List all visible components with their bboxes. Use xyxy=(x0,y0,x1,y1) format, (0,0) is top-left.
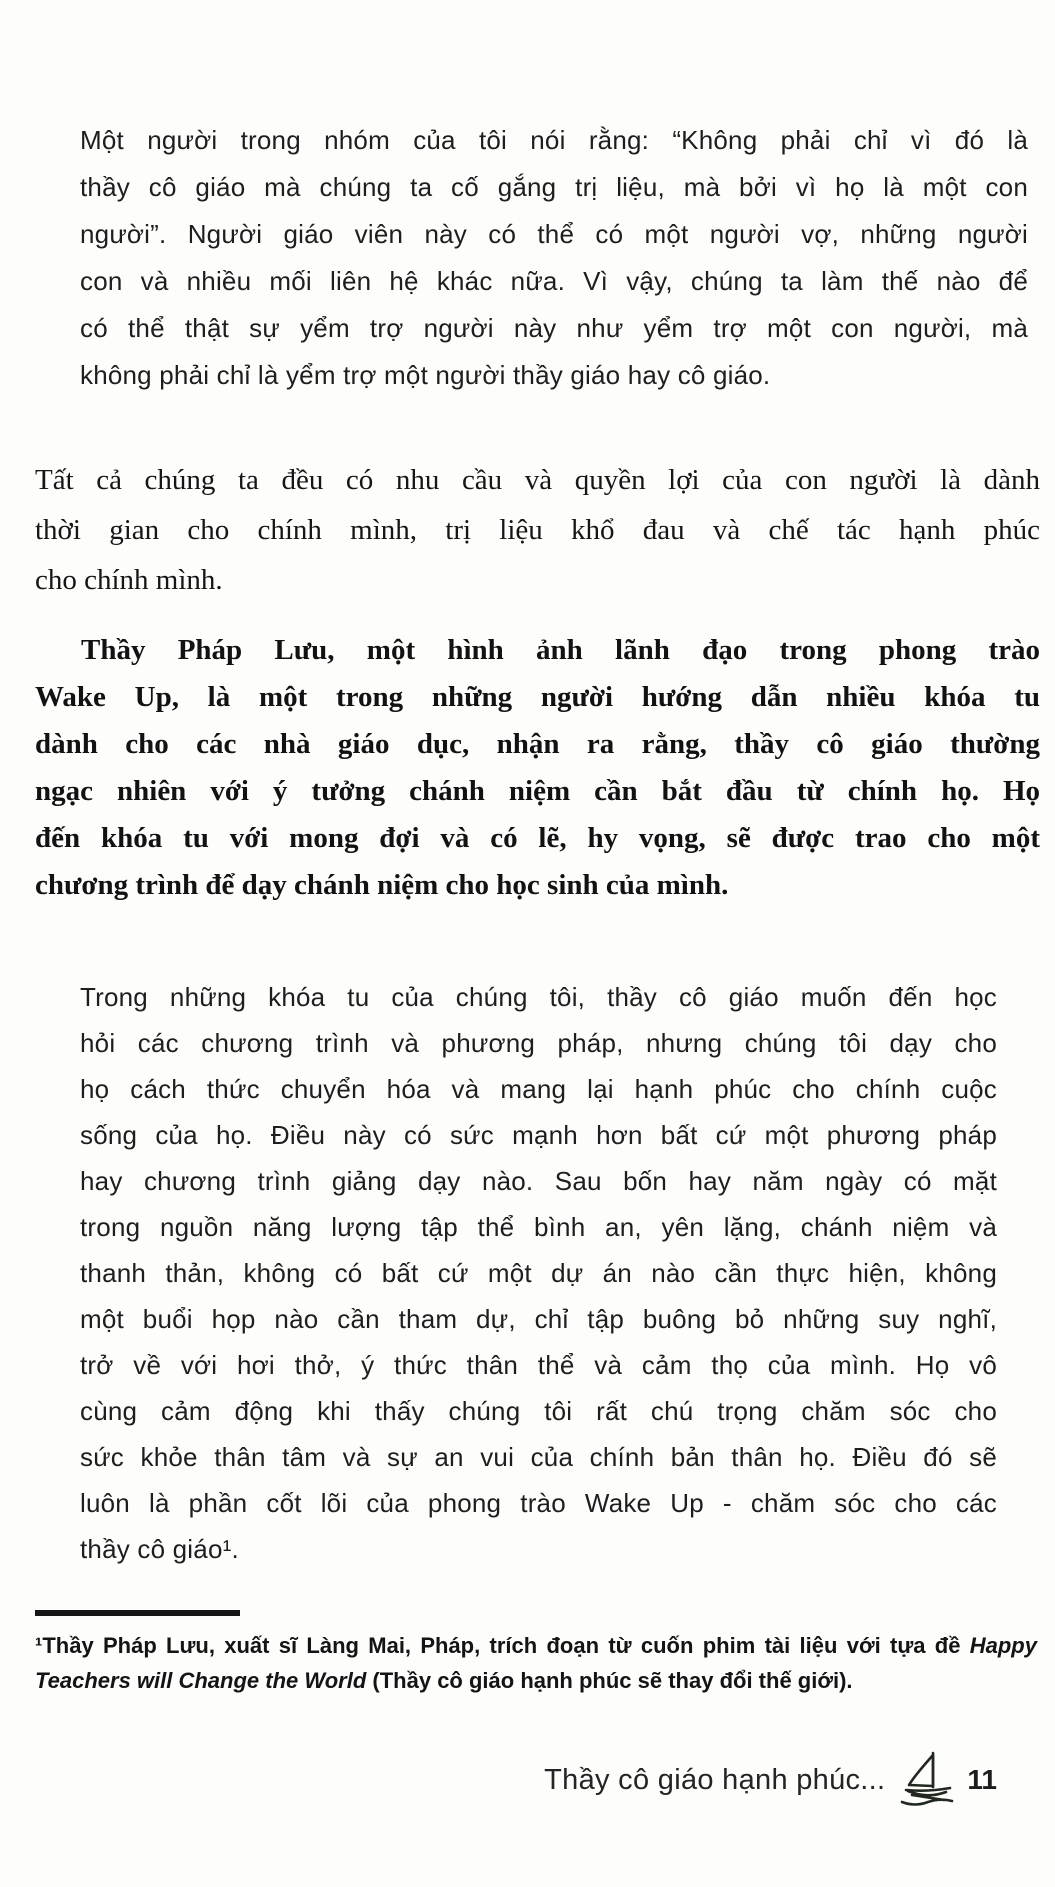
text-line: cho chính mình. xyxy=(35,564,223,596)
text-line: sức khỏe thân tâm và sự an vui của chính bản thân họ. Điều đó sẽ xyxy=(80,1442,997,1472)
text-line: hay chương trình giảng dạy nào. Sau bốn hay năm ngày có mặt xyxy=(80,1166,997,1196)
text-line: một buổi họp nào cần tham dự, chỉ tập buông bỏ những suy nghĩ, xyxy=(80,1304,997,1334)
footnote-separator xyxy=(35,1610,240,1616)
quote-paragraph-supporting-teachers xyxy=(80,117,1028,399)
footnote xyxy=(35,1628,1037,1698)
text-line: người”. Người giáo viên này có thể có một người vợ, những người xyxy=(80,219,1028,249)
text-line: Wake Up, là một trong những người hướng dẫn nhiều khóa tu xyxy=(35,681,1040,713)
quote-paragraph-retreats xyxy=(80,974,997,1572)
footnote-text: ¹Thầy Pháp Lưu, xuất sĩ Làng Mai, Pháp, trích đoạn từ cuốn phim tài liệu với tựa đề xyxy=(35,1633,970,1658)
page-footer xyxy=(544,1748,997,1812)
text-line: hỏi các chương trình và phương pháp, nhưng chúng tôi dạy cho xyxy=(80,1028,997,1058)
page-number: 11 xyxy=(967,1764,997,1795)
text-line: họ cách thức chuyển hóa và mang lại hạnh phúc cho chính cuộc xyxy=(80,1074,997,1104)
footnote-text: (Thầy cô giáo hạnh phúc sẽ thay đổi thế giới). xyxy=(366,1668,853,1693)
text-line: Trong những khóa tu của chúng tôi, thầy cô giáo muốn đến học xyxy=(80,982,997,1012)
italic-title-text: Teachers will Change the World xyxy=(35,1668,367,1693)
italic-title-text: Happy xyxy=(969,1633,1037,1658)
text-line: luôn là phần cốt lõi của phong trào Wake Up - chăm sóc cho các xyxy=(80,1488,997,1518)
text-line: Tất cả chúng ta đều có nhu cầu và quyền lợi của con người là dành xyxy=(35,464,1040,496)
text-line: Một người trong nhóm của tôi nói rằng: “Không phải chỉ vì đó là xyxy=(80,125,1028,155)
body-paragraph-thay-phap-luu xyxy=(35,627,1040,909)
text-line: thầy cô giáo mà chúng ta cố gắng trị liệu, mà bởi vì họ là một con xyxy=(80,172,1028,202)
text-line xyxy=(35,1663,1037,1698)
text-line: dành cho các nhà giáo dục, nhận ra rằng, thầy cô giáo thường xyxy=(35,728,1040,760)
text-line: thời gian cho chính mình, trị liệu khổ đau và chế tác hạnh phúc xyxy=(35,514,1040,546)
text-line: đến khóa tu với mong đợi và có lẽ, hy vọng, sẽ được trao cho một xyxy=(35,822,1040,854)
text-line: cùng cảm động khi thấy chúng tôi rất chú trọng chăm sóc cho xyxy=(80,1396,997,1426)
text-line: sống của họ. Điều này có sức mạnh hơn bất cứ một phương pháp xyxy=(80,1120,997,1150)
text-line: ngạc nhiên với ý tưởng chánh niệm cần bắt đầu từ chính họ. Họ xyxy=(35,775,1040,807)
text-line: Thầy Pháp Lưu, một hình ảnh lãnh đạo trong phong trào xyxy=(81,634,1040,666)
text-line: chương trình để dạy chánh niệm cho học sinh của mình. xyxy=(35,869,729,901)
text-line: trở về với hơi thở, ý thức thân thể và cảm thọ của mình. Họ vô xyxy=(80,1350,997,1380)
text-line: con và nhiều mối liên hệ khác nữa. Vì vậy, chúng ta làm thế nào để xyxy=(80,266,1028,296)
text-line xyxy=(35,1628,1037,1663)
sailboat-icon xyxy=(898,1750,954,1810)
text-line: thanh thản, không có bất cứ một dự án nào cần thực hiện, không xyxy=(80,1258,997,1288)
text-line: không phải chỉ là yểm trợ một người thầy giáo hay cô giáo. xyxy=(80,360,771,390)
text-line: thầy cô giáo¹. xyxy=(80,1534,239,1564)
body-paragraph-needs-and-rights xyxy=(35,455,1040,605)
text-line: có thể thật sự yểm trợ người này như yểm trợ một con người, mà xyxy=(80,313,1028,343)
running-title: Thầy cô giáo hạnh phúc... xyxy=(544,1763,886,1796)
text-line: trong nguồn năng lượng tập thể bình an, yên lặng, chánh niệm và xyxy=(80,1212,997,1242)
